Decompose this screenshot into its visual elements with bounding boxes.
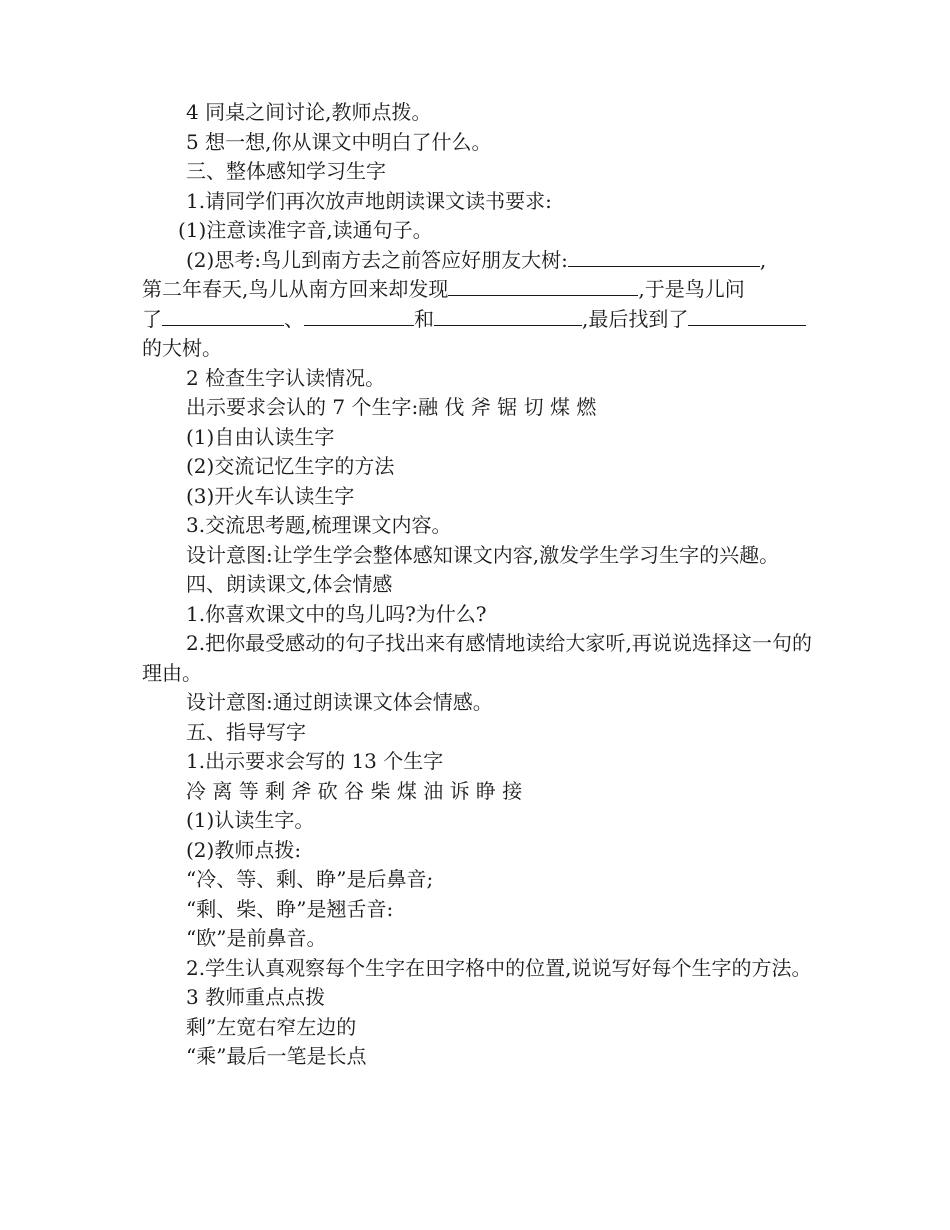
section-5-heading: 五、指导写字	[186, 719, 306, 744]
train-reading-line: (3)开火车认读生字	[186, 483, 355, 508]
front-nasal-line: “欧”是前鼻音。	[186, 926, 327, 950]
asked-text-c: 和	[414, 306, 434, 331]
section-3-heading: 三、整体感知学习生字	[186, 159, 386, 183]
sheng-tip-line: 剩”左宽右窄左边的	[186, 1014, 357, 1039]
check-characters-line: 2 检查生字认读情况。	[186, 365, 386, 390]
recognize-line: (1)认读生字。	[186, 808, 315, 832]
design-intent-2: 设计意图:通过朗读课文体会情感。	[186, 690, 493, 714]
asked-text-d: ,最后找到了	[582, 306, 689, 331]
free-reading-line: (1)自由认读生字	[186, 424, 335, 449]
blank-3	[162, 305, 284, 326]
moving-sentence-paragraph: 2.把你最受感动的句子找出来有感情地读给大家听,再说说选择这一句的理由。	[142, 631, 812, 685]
requirement-1-line: (1)注意读准字音,读通句子。	[178, 218, 433, 242]
section-4-heading: 四、朗读课文,体会情感	[186, 572, 393, 596]
big-tree-line: 的大树。	[142, 336, 222, 360]
cheng-tip-line: “乘”最后一笔是长点	[186, 1044, 367, 1068]
memory-method-line: (2)交流记忆生字的方法	[186, 454, 395, 478]
blank-4	[304, 305, 414, 326]
asked-text-a: 了	[142, 306, 162, 331]
think-question-comma: ,	[759, 247, 767, 272]
discuss-questions-line: 3.交流思考题,梳理课文内容。	[186, 513, 452, 537]
asked-text-b: 、	[284, 306, 304, 331]
blank-5	[434, 305, 582, 326]
spring-text-tail: ,于是鸟儿问	[638, 277, 745, 301]
step-4-line: 4 同桌之间讨论,教师点拨。	[186, 100, 432, 124]
teacher-tips-line: (2)教师点拨:	[186, 837, 302, 862]
think-question-text: (2)思考:鸟儿到南方去之前答应好朋友大树:	[186, 247, 568, 272]
like-bird-line: 1.你喜欢课文中的鸟儿吗?为什么?	[186, 601, 487, 626]
writing-characters-line: 1.出示要求会写的 13 个生字	[186, 749, 444, 773]
retroflex-line: “剩、柴、睁”是翘舌音:	[186, 896, 394, 921]
think-question-line	[142, 246, 812, 276]
character-list-line: 冷 离 等 剩 斧 砍 谷 柴 煤 油 诉 睁 接	[186, 778, 523, 803]
document-body	[142, 98, 812, 1072]
blank-1	[568, 246, 760, 267]
blank-6	[688, 305, 806, 326]
spring-line	[142, 275, 812, 305]
asked-line	[142, 305, 812, 335]
spring-text: 第二年春天,鸟儿从南方回来却发现	[142, 277, 449, 301]
blank-2	[448, 275, 638, 296]
step-5-line: 5 想一想,你从课文中明白了什么。	[186, 129, 492, 154]
key-points-line: 3 教师重点点拨	[186, 985, 326, 1009]
grid-observation-paragraph: 2.学生认真观察每个生字在田字格中的位置,说说写好每个生字的方法。	[186, 955, 812, 980]
reading-requirements-line: 1.请同学们再次放声地朗读课文读书要求:	[186, 188, 552, 213]
design-intent-1: 设计意图:让学生学会整体感知课文内容,激发学生学习生字的兴趣。	[186, 542, 780, 567]
recognize-characters-line: 出示要求会认的 7 个生字:融 伐 斧 锯 切 煤 燃	[186, 395, 597, 419]
back-nasal-line: “冷、等、剩、睁”是后鼻音;	[186, 867, 434, 891]
